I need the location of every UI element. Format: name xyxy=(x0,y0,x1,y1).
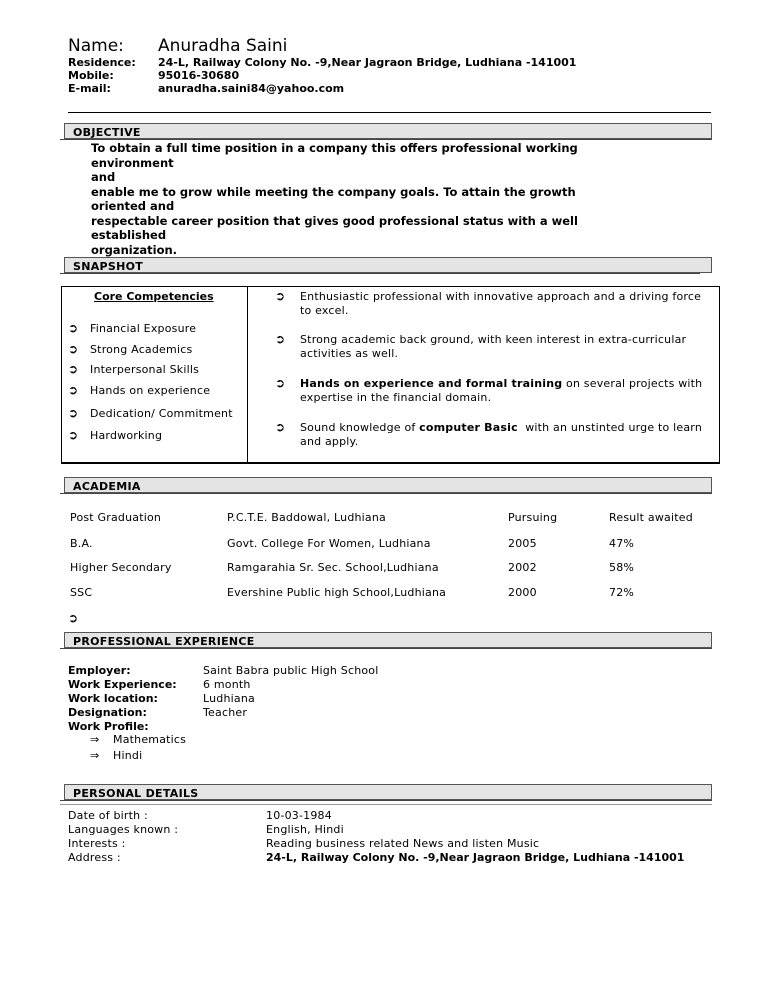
personal-section-header xyxy=(64,784,712,800)
designation-label: Designation: xyxy=(68,706,147,719)
work-experience-label: Work Experience: xyxy=(68,678,177,691)
academia-underline xyxy=(60,493,712,494)
academia-year: 2005 xyxy=(508,537,537,550)
circle-arrow-icon: ➲ xyxy=(275,289,286,303)
objective-line: respectable career position that gives good professional status with a well established xyxy=(91,213,578,242)
email-label: E-mail: xyxy=(68,82,111,95)
snapshot-underline xyxy=(60,273,700,274)
snapshot-box-bottom xyxy=(61,462,720,464)
competency-item: Strong Academics xyxy=(90,343,193,356)
circle-arrow-icon: ➲ xyxy=(68,406,79,420)
circle-arrow-icon: ➲ xyxy=(68,611,79,625)
objective-underline xyxy=(60,139,712,140)
circle-arrow-icon: ➲ xyxy=(68,428,79,442)
bullet-bold-text: computer Basic xyxy=(419,421,518,434)
academia-institute: P.C.T.E. Baddowal, Ludhiana xyxy=(227,511,386,524)
circle-arrow-icon: ➲ xyxy=(275,376,286,390)
academia-course: SSC xyxy=(70,586,93,599)
academia-institute: Govt. College For Women, Ludhiana xyxy=(227,537,431,550)
residence-value: 24-L, Railway Colony No. -9,Near Jagraon Bridge, Ludhiana -141001 xyxy=(158,56,577,69)
languages-value: English, Hindi xyxy=(266,823,344,836)
circle-arrow-icon: ➲ xyxy=(68,342,79,356)
snapshot-column-divider xyxy=(247,286,248,463)
circle-arrow-icon: ➲ xyxy=(68,321,79,335)
academia-course: B.A. xyxy=(70,537,93,550)
work-profile-item: Mathematics xyxy=(113,733,187,746)
bullet-text: with an unstinted urge to learn and apply. xyxy=(300,421,706,448)
objective-title: OBJECTIVE xyxy=(73,126,141,139)
circle-arrow-icon: ➲ xyxy=(68,362,79,376)
experience-underline xyxy=(60,648,712,649)
work-location-value: Ludhiana xyxy=(203,692,255,705)
snapshot-bullet: Strong academic back ground, with keen interest in extra-curricular activities as well. xyxy=(300,333,687,360)
personal-underline-2 xyxy=(60,804,712,805)
academia-institute: Ramgarahia Sr. Sec. School,Ludhiana xyxy=(227,561,439,574)
academia-year: 2000 xyxy=(508,586,537,599)
academia-result: 58% xyxy=(609,561,635,574)
residence-label: Residence: xyxy=(68,56,136,69)
academia-year: Pursuing xyxy=(508,511,558,524)
objective-line: organization. xyxy=(91,242,178,257)
academia-result: 47% xyxy=(609,537,635,550)
email-value: anuradha.saini84@yahoo.com xyxy=(158,82,345,95)
name-label: Name: xyxy=(68,36,124,56)
circle-arrow-icon: ➲ xyxy=(275,332,286,346)
address-label: Address : xyxy=(68,851,121,864)
double-arrow-icon: ⇒ xyxy=(90,733,100,746)
bullet-bold-text: Hands on experience and formal training xyxy=(300,377,563,390)
employer-label: Employer: xyxy=(68,664,131,677)
personal-underline xyxy=(60,800,712,801)
academia-course: Higher Secondary xyxy=(70,561,172,574)
objective-text xyxy=(91,141,631,257)
snapshot-section-header xyxy=(64,257,712,273)
dob-label: Date of birth : xyxy=(68,809,148,822)
address-value: 24-L, Railway Colony No. -9,Near Jagraon Bridge, Ludhiana -141001 xyxy=(266,851,685,864)
name-value: Anuradha Saini xyxy=(158,36,288,56)
bullet-text: Sound knowledge of xyxy=(300,421,420,434)
mobile-label: Mobile: xyxy=(68,69,114,82)
academia-section-header xyxy=(64,477,712,493)
academia-title: ACADEMIA xyxy=(73,480,141,493)
academia-result: Result awaited xyxy=(609,511,693,524)
snapshot-bullet xyxy=(300,377,710,405)
personal-title: PERSONAL DETAILS xyxy=(73,787,199,800)
competency-item: Financial Exposure xyxy=(90,322,197,335)
snapshot-bullet: Enthusiastic professional with innovative approach and a driving force to excel. xyxy=(300,290,702,317)
core-competencies-title: Core Competencies xyxy=(94,290,214,303)
academia-result: 72% xyxy=(609,586,635,599)
competency-item: Hands on experience xyxy=(90,384,211,397)
interests-value: Reading business related News and listen Music xyxy=(266,837,540,850)
objective-line: enable me to grow while meeting the company goals. To attain the growth oriented and xyxy=(91,184,576,213)
circle-arrow-icon: ➲ xyxy=(275,420,286,434)
header-divider xyxy=(68,112,711,113)
languages-label: Languages known : xyxy=(68,823,179,836)
academia-course: Post Graduation xyxy=(70,511,162,524)
competency-item: Dedication/ Commitment xyxy=(90,407,233,420)
competency-item: Interpersonal Skills xyxy=(90,363,200,376)
mobile-value: 95016-30680 xyxy=(158,69,240,82)
bullet-text: on several projects with expertise in the financial domain. xyxy=(300,377,703,404)
competency-item: Hardworking xyxy=(90,429,163,442)
experience-title: PROFESSIONAL EXPERIENCE xyxy=(73,635,255,648)
objective-line: and xyxy=(91,170,116,184)
objective-line: To obtain a full time position in a company this offers professional working environment xyxy=(91,141,578,170)
work-profile-label: Work Profile: xyxy=(68,720,149,733)
dob-value: 10-03-1984 xyxy=(266,809,332,822)
work-location-label: Work location: xyxy=(68,692,158,705)
academia-institute: Evershine Public high School,Ludhiana xyxy=(227,586,447,599)
work-profile-item: Hindi xyxy=(113,749,143,762)
academia-year: 2002 xyxy=(508,561,537,574)
snapshot-title: SNAPSHOT xyxy=(73,260,144,273)
double-arrow-icon: ⇒ xyxy=(90,749,100,762)
work-experience-value: 6 month xyxy=(203,678,251,691)
snapshot-bullet xyxy=(300,421,710,449)
employer-value: Saint Babra public High School xyxy=(203,664,379,677)
experience-section-header xyxy=(64,632,712,648)
objective-section-header xyxy=(64,123,712,139)
designation-value: Teacher xyxy=(203,706,248,719)
circle-arrow-icon: ➲ xyxy=(68,383,79,397)
interests-label: Interests : xyxy=(68,837,126,850)
